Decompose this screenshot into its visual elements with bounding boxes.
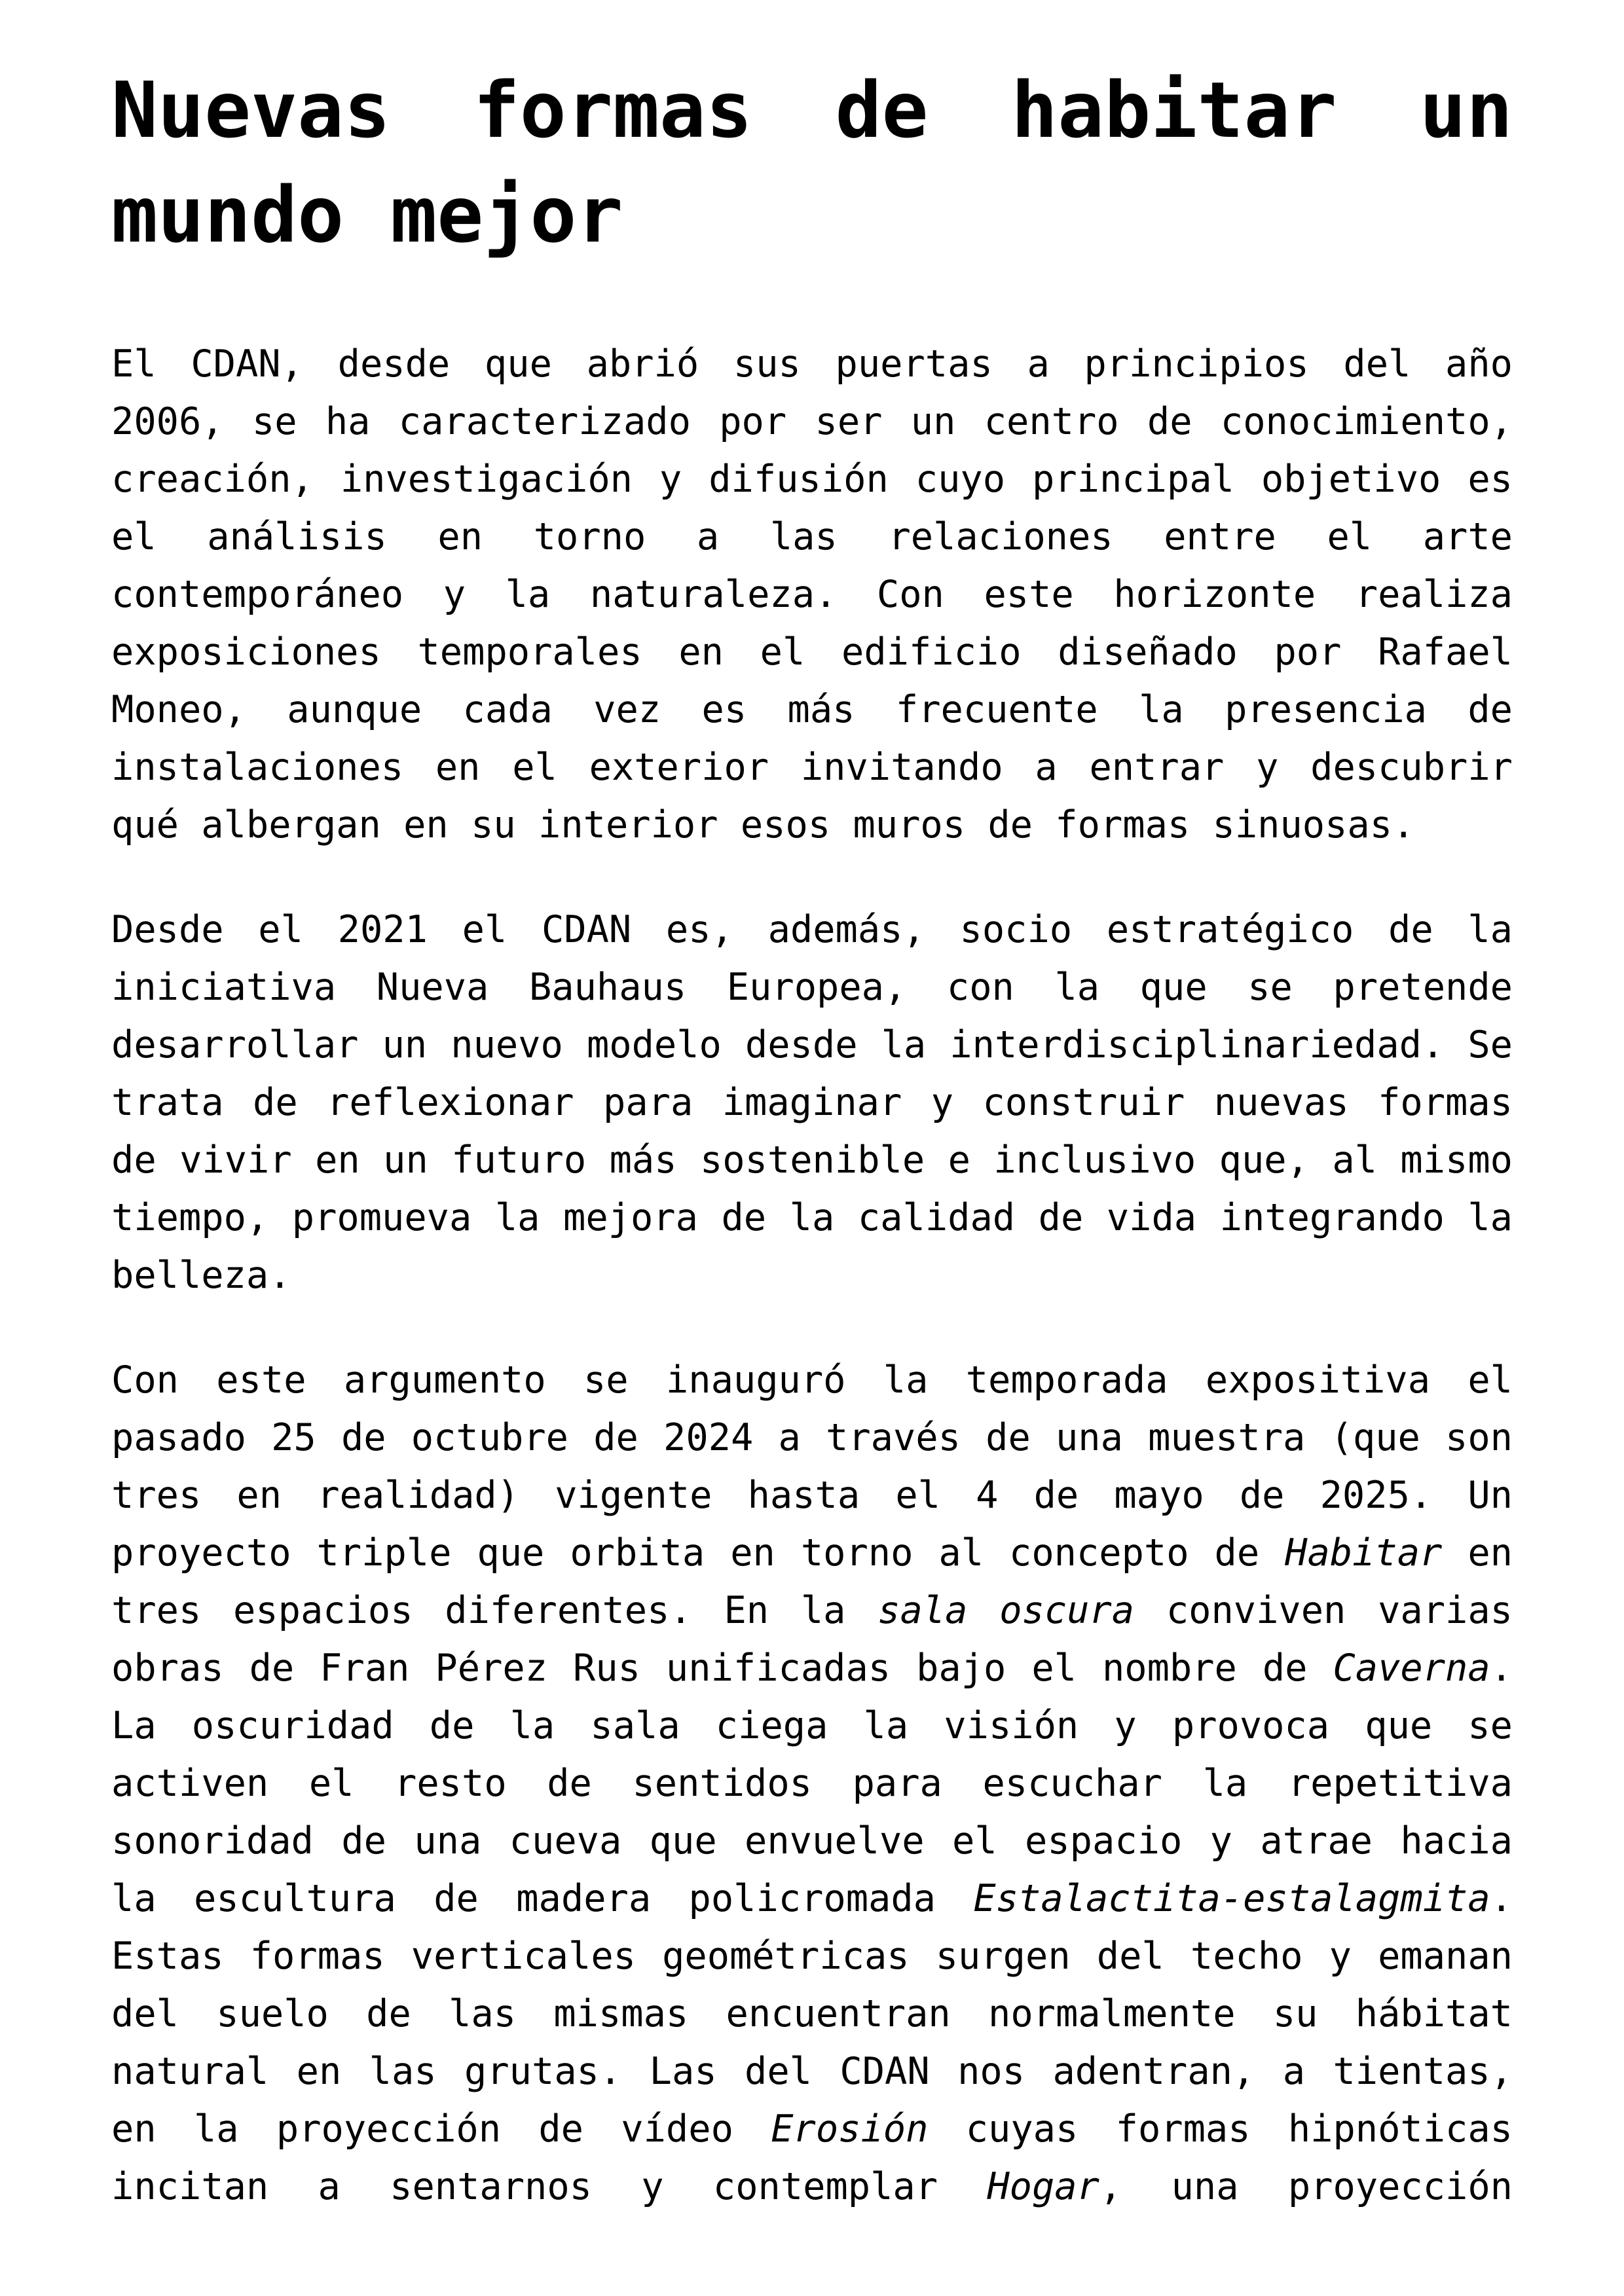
italic-text-run: Habitar <box>1285 1531 1443 1575</box>
paragraph <box>111 1351 1513 2215</box>
text-run: , una proyección <box>1099 2165 1513 2208</box>
text-run: en tres espacios diferentes. En la <box>111 1531 1513 1632</box>
text-run: . Estas formas verticales geométricas surgen del techo y emanan del suelo de las mismas encuentran normalmente su hábitat natural en las grutas. Las del CDAN nos adentran, a tientas, en la proyección de vídeo <box>111 1877 1513 2151</box>
italic-text-run: sala oscura <box>877 1589 1135 1632</box>
text-run: conviven varias obras de Fran Pérez Rus unificadas bajo el nombre de <box>111 1589 1513 1690</box>
text-run: . La oscuridad de la sala ciega la visión y provoca que se activen el resto de sentidos para escuchar la repetitiva sonoridad de una cueva que envuelve el espacio y atrae hacia la escultura de madera policromada <box>111 1647 1513 1920</box>
page-title: Nuevas formas de habitar un mundo mejor <box>111 65 1513 260</box>
text-run: cuyas formas hipnóticas incitan a sentarnos y contemplar <box>111 2107 1513 2208</box>
italic-text-run: Hogar <box>987 2165 1099 2208</box>
text-run: El CDAN, desde que abrió sus puertas a principios del año 2006, se ha caracterizado por ser un centro de conocimiento, creación, investigación y difusión cuyo principal objetivo es el análisis en torno a las relaciones entre el arte contemporáneo y la naturaleza. Con este horizonte realiza exposiciones temporales en el edificio diseñado por Rafael Moneo, aunque cada vez es más frecuente la presencia de instalaciones en el exterior invitando a entrar y descubrir qué albergan en su interior esos muros de formas sinuosas. <box>111 342 1513 847</box>
italic-text-run: Estalactita-estalagmita <box>973 1877 1490 1920</box>
paragraph <box>111 901 1513 1304</box>
text-run: Con este argumento se inauguró la temporada expositiva el pasado 25 de octubre de 2024 a través de una muestra (que son tres en realidad) vigente hasta el 4 de mayo de 2025. Un proyecto triple que orbita en torno al concepto de <box>111 1358 1513 1575</box>
text-run: Desde el 2021 el CDAN es, además, socio estratégico de la iniciativa Nueva Bauhaus Europea, con la que se pretende desarrollar un nuevo modelo desde la interdisciplinariedad. Se trata de reflexionar para imaginar y construir nuevas formas de vivir en un futuro más sostenible e inclusivo que, al mismo tiempo, promueva la mejora de la calidad de vida integrando la belleza. <box>111 908 1513 1297</box>
paragraph <box>111 335 1513 854</box>
document-body <box>111 335 1513 2215</box>
italic-text-run: Erosión <box>771 2107 929 2151</box>
italic-text-run: Caverna <box>1333 1647 1490 1690</box>
